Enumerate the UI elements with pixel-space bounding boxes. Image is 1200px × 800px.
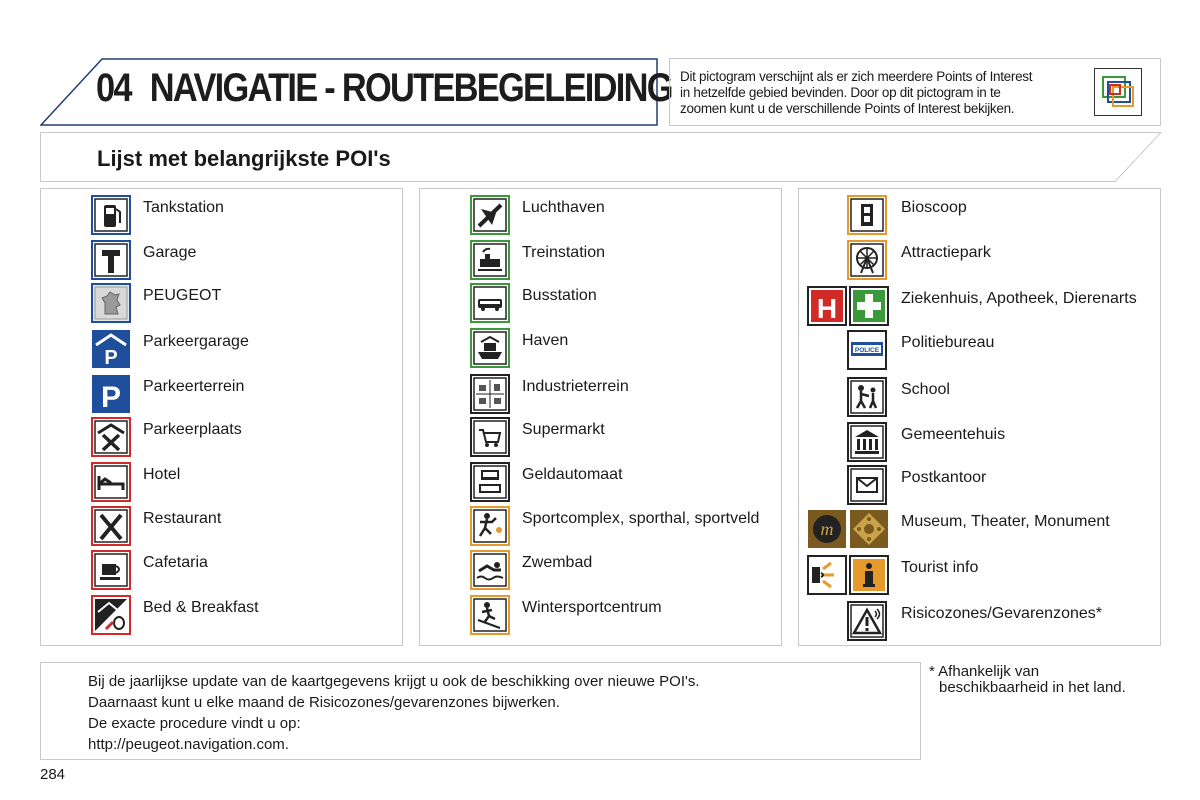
poi-item [41,550,402,590]
footer-url[interactable]: http://peugeot.navigation.com. [88,736,289,753]
poi-label: Postkantoor [901,469,987,486]
poi-item [420,195,781,235]
footer-line-1: Bij de jaarlijkse update van de kaartgegevens krijgt u ook de beschikking over nieuwe POI's. [88,673,700,690]
poi-label: Gemeentehuis [901,426,1006,443]
chapter-heading: NAVIGATIE - ROUTEBEGELEIDING [149,66,672,110]
poi-label: Geldautomaat [522,466,623,483]
poi-label: Bed & Breakfast [143,599,259,616]
chapter-title [96,66,672,111]
poi-label: Parkeerplaats [143,421,242,438]
poi-label: Parkeergarage [143,333,249,350]
poi-column-1 [40,188,403,646]
swimmer-icon [470,550,510,590]
parking-icon [91,374,131,414]
poi-item [799,330,1160,370]
footer-line-2: Daarnaast kunt u elke maand de Risicozones/gevarenzones bijwerken. [88,694,560,711]
multiple-poi-icon [1094,68,1142,116]
fuel-pump-icon [91,195,131,235]
poi-item [420,240,781,280]
town-hall-icon [847,422,887,462]
poi-label: Risicozones/Gevarenzones* [901,605,1102,622]
poi-item [799,286,1160,326]
sport-icon [470,506,510,546]
cup-icon [91,550,131,590]
police-sign-text: POLICE [854,347,880,354]
poi-item [799,555,1160,595]
poi-label: Ziekenhuis, Apotheek, Dierenarts [901,290,1137,307]
poi-item [799,377,1160,417]
footnote [929,664,1126,696]
airplane-icon [470,195,510,235]
poi-label: Sportcomplex, sporthal, sportveld [522,510,760,527]
poi-item [420,417,781,457]
poi-item [41,506,402,546]
poi-item [799,509,1160,549]
school-children-icon [847,377,887,417]
poi-item [41,462,402,502]
svg-text:P: P [104,347,118,369]
poi-label: Restaurant [143,510,222,527]
poi-item [420,462,781,502]
tourist-info-sound-icon [807,555,847,595]
poi-item [41,240,402,280]
shopping-cart-icon [470,417,510,457]
hospital-icon [807,286,847,326]
poi-item [41,195,402,235]
train-icon [470,240,510,280]
parking-garage-icon [91,329,131,369]
footnote-line-1: * Afhankelijk van [929,663,1040,680]
info-box [669,58,1161,126]
poi-label: Hotel [143,466,181,483]
poi-item [41,374,402,414]
poi-item [420,328,781,368]
svg-text:m: m [820,519,834,539]
monument-icon [849,509,889,549]
atm-icon [470,462,510,502]
poi-item [799,465,1160,505]
info-text [680,69,1080,117]
police-icon [847,330,887,370]
svg-text:P: P [100,381,122,414]
poi-label: Attractiepark [901,244,991,261]
page-number: 284 [40,766,66,783]
poi-label: Parkeerterrein [143,378,245,395]
envelope-icon [847,465,887,505]
poi-label: Cafetaria [143,554,208,571]
section-title: Lijst met belangrijkste POI's [97,146,391,171]
poi-item [420,374,781,414]
fork-knife-icon [91,506,131,546]
industry-icon [470,374,510,414]
update-info-box [40,662,921,760]
peugeot-lion-icon [91,283,131,323]
poi-item [799,195,1160,235]
poi-label: Supermarkt [522,421,605,438]
bed-icon [91,462,131,502]
ship-icon [470,328,510,368]
museum-icon [807,509,847,549]
poi-label: PEUGEOT [143,287,222,304]
poi-label: Busstation [522,287,597,304]
poi-item [41,417,402,457]
poi-item [799,240,1160,280]
poi-item [41,329,402,369]
poi-label: Industrieterrein [522,378,629,395]
info-line-1: Dit pictogram verschijnt als er zich meerdere Points of Interest [680,69,1033,84]
danger-zone-icon [847,601,887,641]
poi-label: Treinstation [522,244,605,261]
film-icon [847,195,887,235]
poi-label: School [901,381,950,398]
poi-label: Tourist info [901,559,979,576]
poi-column-3 [798,188,1161,646]
poi-item [420,595,781,635]
poi-label: Museum, Theater, Monument [901,513,1110,530]
poi-item [41,595,402,635]
tourist-info-icon [849,555,889,595]
poi-item [420,506,781,546]
chapter-number: 04 [96,66,131,110]
poi-item [799,422,1160,462]
poi-label: Luchthaven [522,199,605,216]
ferris-wheel-icon [847,240,887,280]
svg-text:H: H [816,293,838,324]
bed-breakfast-icon [91,595,131,635]
poi-item [420,550,781,590]
poi-label: Bioscoop [901,199,967,216]
poi-item [41,283,402,323]
poi-item [420,283,781,323]
poi-label: Tankstation [143,199,224,216]
bus-icon [470,283,510,323]
poi-label: Garage [143,244,197,261]
poi-label: Haven [522,332,569,349]
poi-label: Wintersportcentrum [522,599,662,616]
footer-line-3: De exacte procedure vindt u op: [88,715,301,732]
info-line-2: in hetzelfde gebied bevinden. Door op dit pictogram in te [680,85,1001,100]
poi-column-2 [419,188,782,646]
pharmacy-icon [849,286,889,326]
rest-area-icon [91,417,131,457]
skier-icon [470,595,510,635]
poi-label: Politiebureau [901,334,995,351]
wrench-icon [91,240,131,280]
info-line-3: zoomen kunt u de verschillende Points of Interest bekijken. [680,101,1015,116]
poi-item [799,601,1160,641]
footnote-line-2: beschikbaarheid in het land. [939,679,1126,696]
poi-label: Zwembad [522,554,593,571]
